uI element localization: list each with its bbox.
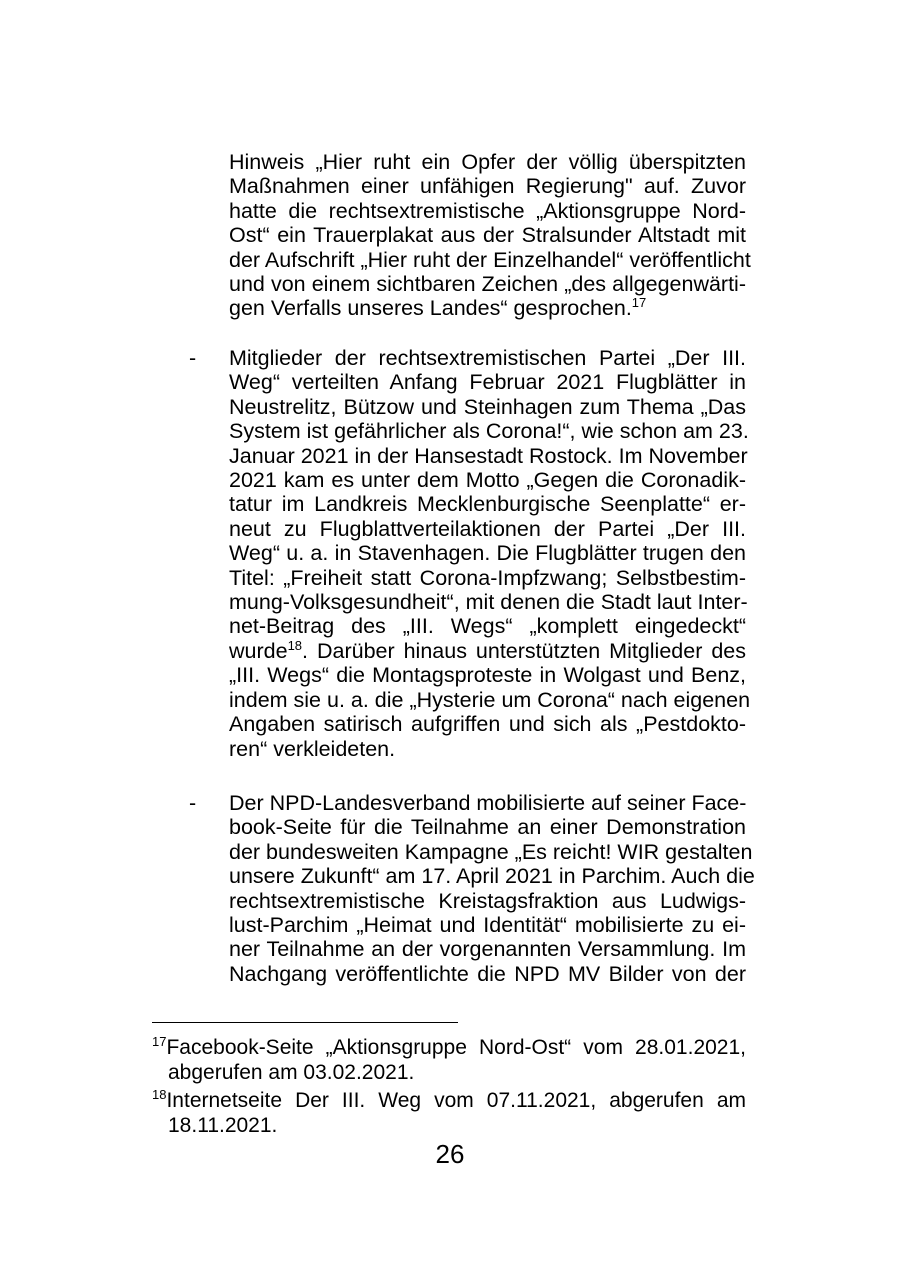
text-line: indem sie u. a. die „Hysterie um Corona“ nach eigenen [229,687,751,712]
text-line: 2021 kam es unter dem Motto „Gegen die Coronadik- [229,468,746,493]
text-line: Ost“ ein Trauerplakat aus der Stralsunder Altstadt mit [229,223,746,248]
footnote-number: 17 [152,1034,167,1049]
text-line: unsere Zukunft“ am 17. April 2021 in Parchim. Auch die [229,864,755,889]
text-line: Mitglieder der rechtsextremistischen Partei „Der III. [229,346,746,370]
bullet-item-der-iii-weg [189,346,751,761]
footnote-reference-17: 17 [631,295,647,311]
text-line: rechtsextremistische Kreistagsfraktion aus Ludwigs- [229,888,746,913]
text-line: lust-Parchim „Heimat und Identität“ mobilisierte zu ei- [229,913,746,938]
bullet-dash: - [189,346,197,370]
text-line: der Aufschrift „Hier ruht der Einzelhandel“ veröffentlicht [229,247,751,272]
text-line: Weg“ u. a. in Stavenhagen. Die Flugblätter trugen den [229,541,746,566]
text-line: Hinweis „Hier ruht ein Opfer der völlig überspitzten [229,150,746,174]
footnote-17 [152,1035,746,1085]
text-line: Titel: „Freiheit statt Corona-Impfzwang; Selbstbestim- [229,565,746,590]
text-fragment: gen Verfalls unseres Landes“ gesprochen. [229,296,632,321]
text-line: Der NPD-Landesverband mobilisierte auf seiner Face- [229,791,747,815]
text-line: der bundesweiten Kampagne „Es reicht! WIR gestalten [229,839,753,864]
footnote-text: Facebook-Seite „Aktionsgruppe Nord-Ost“ vom 28.01.2021, [166,1036,746,1059]
text-line: und von einem sichtbaren Zeichen „des allgegenwärti- [229,272,746,297]
text-line: Neustrelitz, Bützow und Steinhagen zum Thema „Das [229,394,746,419]
text-line-last: ren“ verkleideten. [229,736,396,761]
text-line: ner Teilnahme an der vorgenannten Versammlung. Im [229,937,746,962]
footnotes [152,1035,746,1138]
text-line: Angaben satirisch aufgriffen und sich als „Pestdokto- [229,712,746,737]
text-line: „III. Wegs“ die Montagsproteste in Wolgast und Benz, [229,663,746,688]
footnote-line: abgerufen am 03.02.2021. [168,1061,415,1084]
text-line-with-footnote [229,639,746,663]
text-line: tatur im Landkreis Mecklenburgische Seenplatte“ er- [229,492,746,517]
page-number: 26 [435,1139,465,1169]
footnote-number: 18 [152,1087,167,1102]
text-line: Nachgang veröffentlichte die NPD MV Bilder von der [229,961,746,986]
footnote-18 [152,1088,746,1138]
text-line: hatte die rechtsextremistische „Aktionsgruppe Nord- [229,198,746,223]
text-line: neut zu Flugblattverteilaktionen der Partei „Der III. [229,516,746,541]
text-line: Weg“ verteilten Anfang Februar 2021 Flugblätter in [229,370,746,395]
text-line: net-Beitrag des „III. Wegs“ „komplett eingedeckt“ [229,614,746,639]
text-line-last [229,296,746,320]
paragraph-continuation [229,150,751,321]
text-fragment: . Darüber hinaus unterstützten Mitglieder des [302,638,746,663]
text-line: Januar 2021 in der Hansestadt Rostock. Im November [229,443,748,468]
bullet-dash: - [189,791,197,815]
footnote-text: Internetseite Der III. Weg vom 07.11.2021, abgerufen am [166,1089,746,1112]
text-fragment: wurde [229,638,288,663]
footnote-separator [152,1022,458,1023]
footnote-line [152,1035,746,1060]
text-line: System ist gefährlicher als Corona!“, wie schon am 23. [229,419,749,444]
footnote-line: 18.11.2021. [168,1114,278,1137]
text-line: Maßnahmen einer unfähigen Regierung" auf. Zuvor [229,174,746,199]
text-line: mung-Volksgesundheit“, mit denen die Stadt laut Inter- [229,590,748,615]
bullet-item-npd-landesverband [189,791,755,986]
footnote-reference-18: 18 [287,637,303,653]
text-line: book-Seite für die Teilnahme an einer Demonstration [229,815,746,840]
footnote-line [152,1088,746,1113]
